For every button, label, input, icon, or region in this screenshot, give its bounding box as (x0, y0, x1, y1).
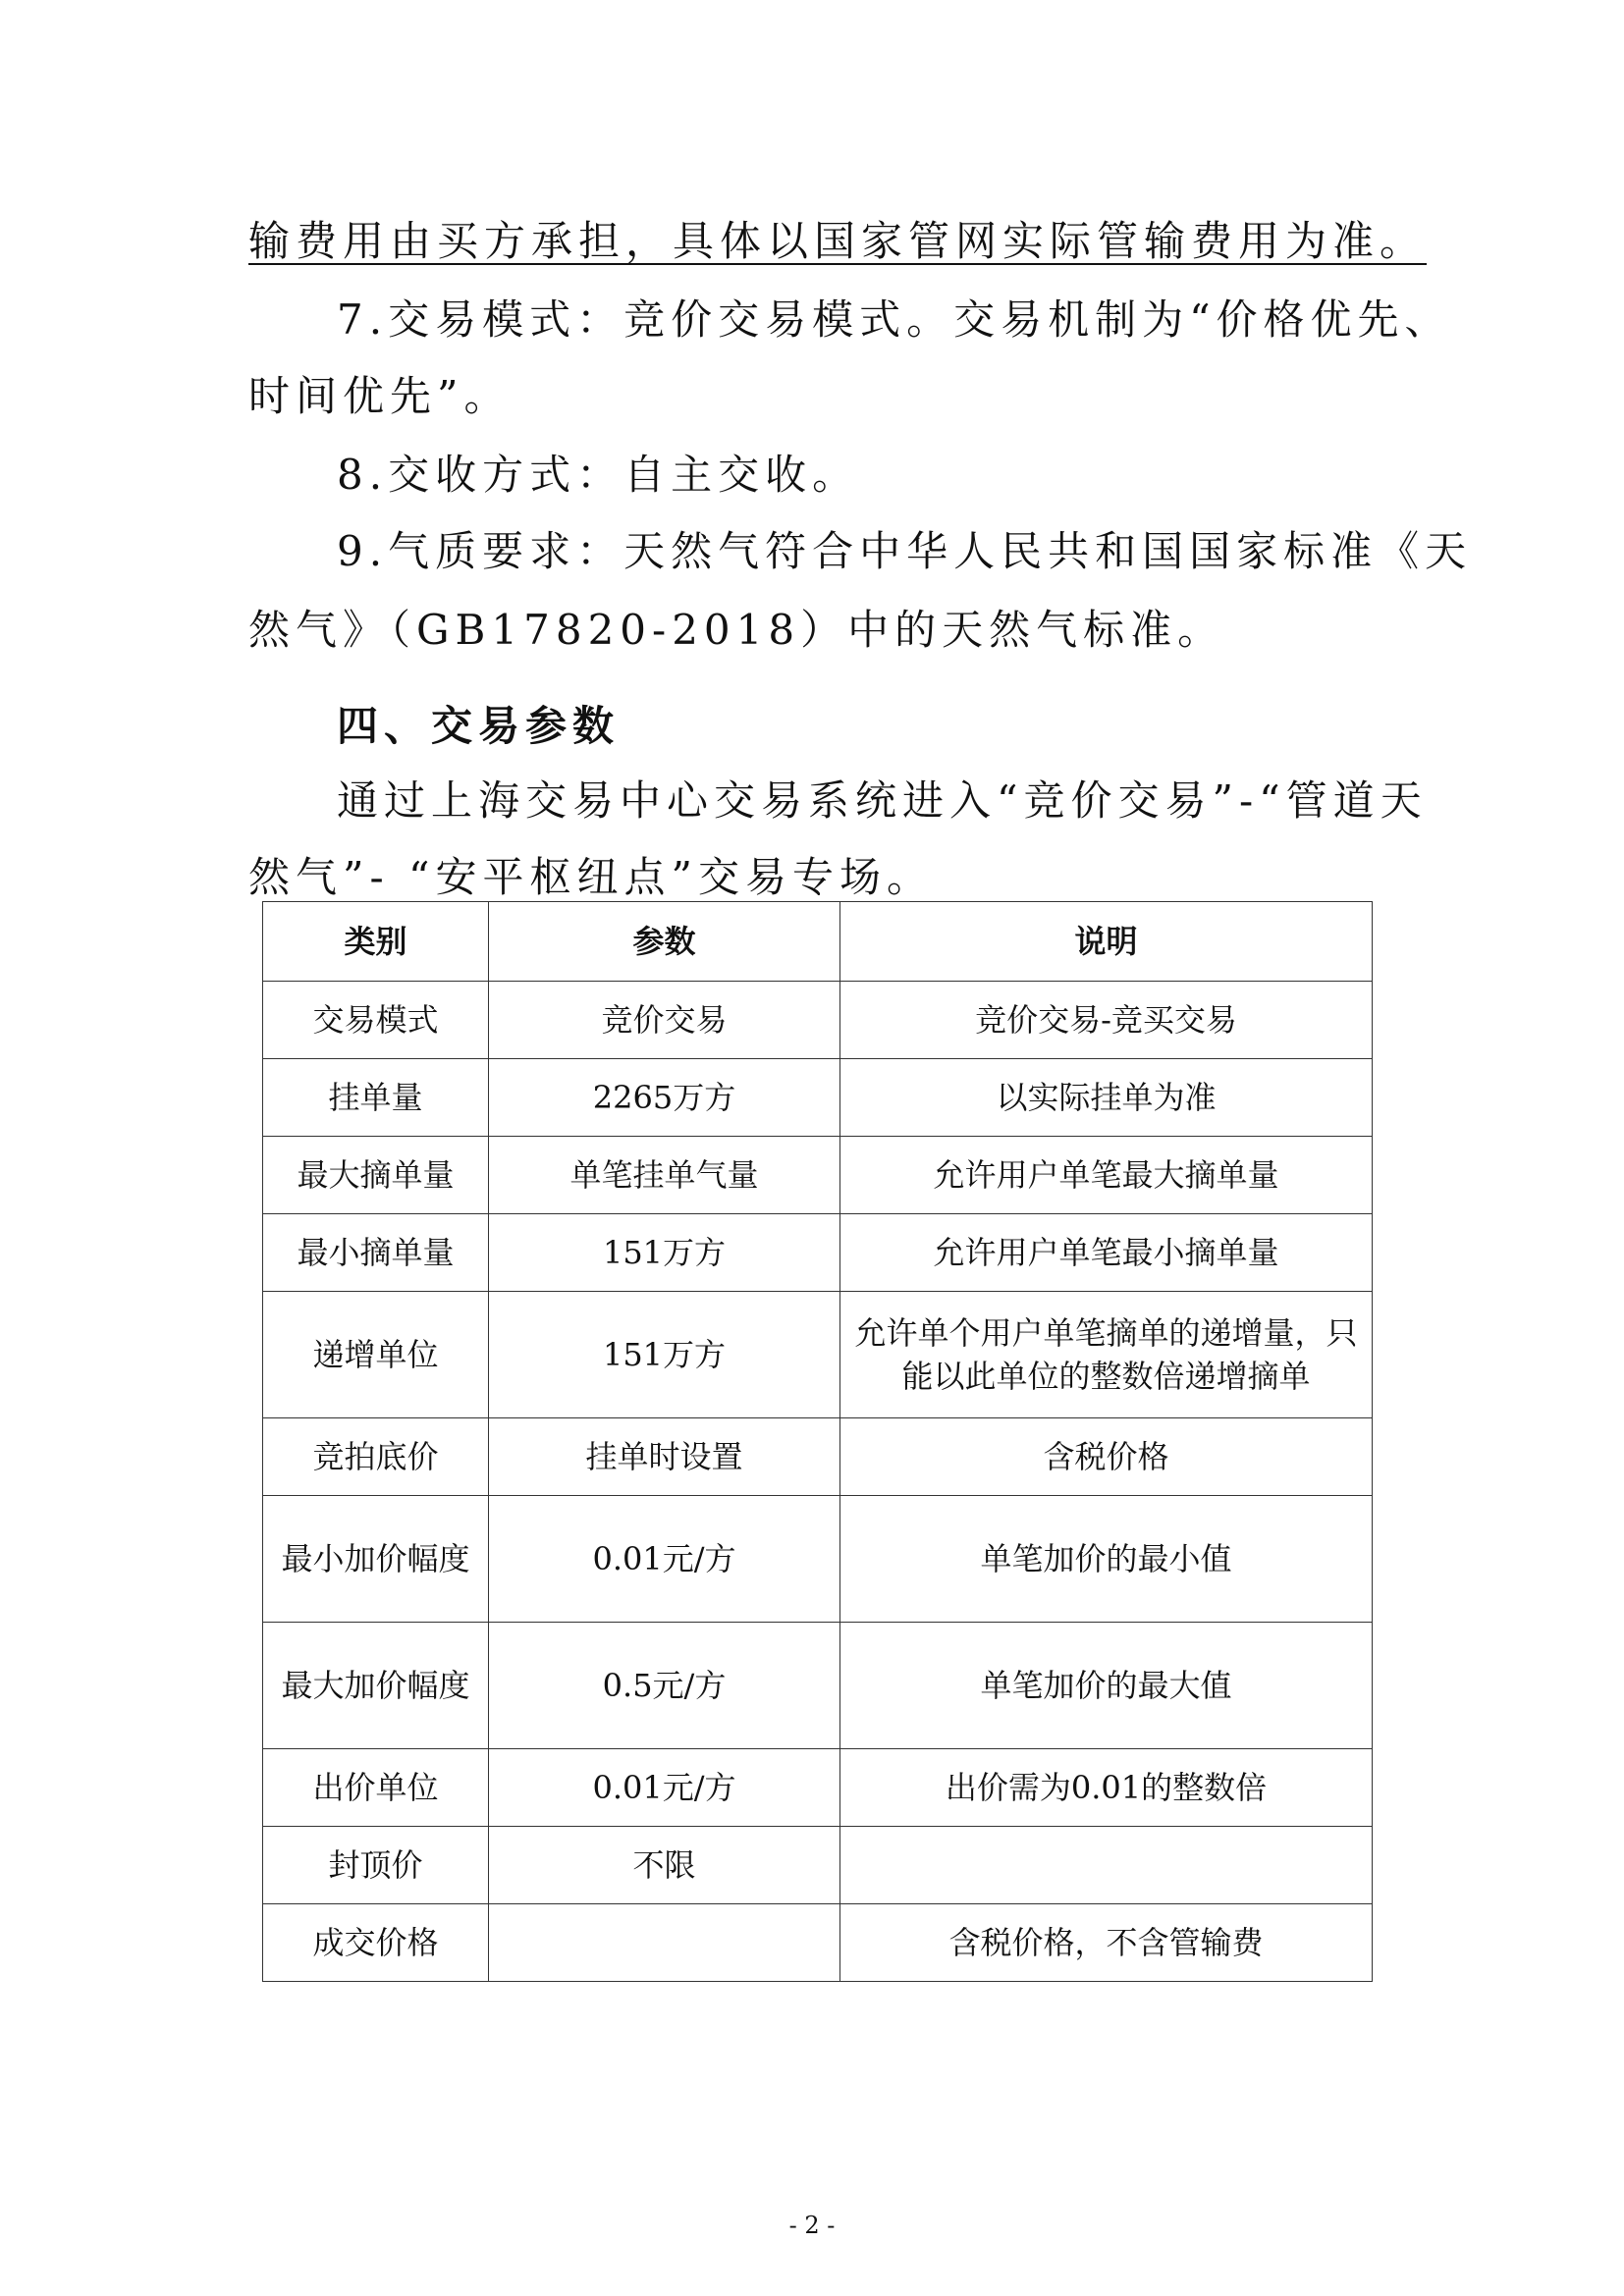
cell-parameter: 单笔挂单气量 (489, 1137, 840, 1214)
cell-parameter (489, 1904, 840, 1982)
cell-category: 挂单量 (263, 1059, 489, 1137)
table-row (263, 1292, 1373, 1418)
section-heading: 四、交易参数 (337, 702, 621, 750)
cell-category: 出价单位 (263, 1749, 489, 1827)
cell-description: 单笔加价的最大值 (840, 1623, 1373, 1749)
cell-parameter: 不限 (489, 1827, 840, 1904)
cell-category: 竞拍底价 (263, 1418, 489, 1496)
cell-category: 递增单位 (263, 1292, 489, 1418)
cell-description: 含税价格，不含管输费 (840, 1904, 1373, 1982)
table-row (263, 1749, 1373, 1827)
cell-parameter: 2265万方 (489, 1059, 840, 1137)
cell-parameter: 0.5元/方 (489, 1623, 840, 1749)
item-7-line-2: 时间优先”。 (248, 372, 512, 420)
cell-parameter: 挂单时设置 (489, 1418, 840, 1496)
cell-description: 允许单个用户单笔摘单的递增量，只能以此单位的整数倍递增摘单 (840, 1292, 1373, 1418)
cell-description: 允许用户单笔最小摘单量 (840, 1214, 1373, 1292)
table-row (263, 1623, 1373, 1749)
table-row (263, 1496, 1373, 1623)
item-7-line-1: 7.交易模式：竞价交易模式。交易机制为“价格优先、 (337, 295, 1452, 344)
header-description: 说明 (840, 902, 1373, 982)
cell-category: 最大摘单量 (263, 1137, 489, 1214)
table-row (263, 1059, 1373, 1137)
cell-description: 单笔加价的最小值 (840, 1496, 1373, 1623)
table-row (263, 1137, 1373, 1214)
cell-category: 封顶价 (263, 1827, 489, 1904)
cell-description: 出价需为0.01的整数倍 (840, 1749, 1373, 1827)
item-9-line-2: 然气》（GB17820-2018）中的天然气标准。 (248, 606, 1225, 654)
item-9-line-1: 9.气质要求：天然气符合中华人民共和国国家标准《天 (337, 527, 1473, 575)
header-category: 类别 (263, 902, 489, 982)
trading-parameters-table (262, 901, 1373, 1982)
item-8: 8.交收方式：自主交收。 (337, 451, 860, 499)
cell-parameter: 0.01元/方 (489, 1749, 840, 1827)
table-row (263, 982, 1373, 1059)
intro-line-2: 然气”- “安平枢纽点”交易专场。 (248, 853, 934, 901)
paragraph-line-1: 输费用由买方承担，具体以国家管网实际管输费用为准。 (248, 217, 1428, 265)
cell-parameter: 竞价交易 (489, 982, 840, 1059)
table-row (263, 1214, 1373, 1292)
cell-parameter: 151万方 (489, 1292, 840, 1418)
table-header-row (263, 902, 1373, 982)
table-row (263, 1827, 1373, 1904)
cell-parameter: 0.01元/方 (489, 1496, 840, 1623)
cell-description: 含税价格 (840, 1418, 1373, 1496)
cell-parameter: 151万方 (489, 1214, 840, 1292)
table-row (263, 1904, 1373, 1982)
header-parameter: 参数 (489, 902, 840, 982)
cell-category: 最大加价幅度 (263, 1623, 489, 1749)
cell-description (840, 1827, 1373, 1904)
cell-category: 最小加价幅度 (263, 1496, 489, 1623)
intro-line-1: 通过上海交易中心交易系统进入“竞价交易”-“管道天 (337, 776, 1428, 825)
page-number: - 2 - (788, 2212, 836, 2239)
cell-description: 以实际挂单为准 (840, 1059, 1373, 1137)
cell-description: 允许用户单笔最大摘单量 (840, 1137, 1373, 1214)
cell-category: 交易模式 (263, 982, 489, 1059)
cell-category: 最小摘单量 (263, 1214, 489, 1292)
cell-category: 成交价格 (263, 1904, 489, 1982)
table-row (263, 1418, 1373, 1496)
cell-description: 竞价交易-竞买交易 (840, 982, 1373, 1059)
